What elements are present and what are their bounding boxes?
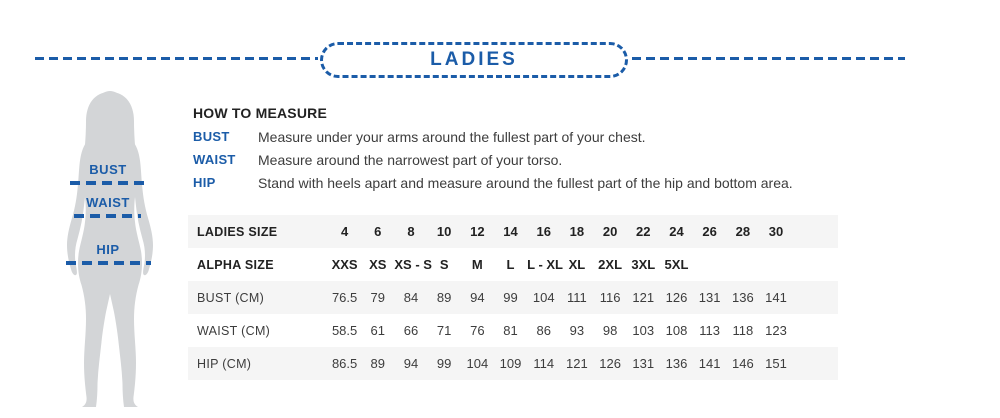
- table-cell: 151: [765, 356, 787, 371]
- table-cell: 79: [370, 290, 386, 305]
- measure-row-bust: [193, 130, 893, 144]
- table-cell: XXS: [331, 257, 358, 272]
- figure-waist-dashed-line: [74, 214, 141, 218]
- table-cell: 58.5: [331, 323, 358, 338]
- header-dashed-line-left: [35, 57, 318, 60]
- table-cell: 93: [569, 323, 585, 338]
- header-dashed-line-right: [632, 57, 905, 60]
- table-row-label: LADIES SIZE: [197, 224, 278, 239]
- table-row: [188, 347, 838, 380]
- table-cell: 6: [374, 224, 382, 239]
- table-cell: 136: [665, 356, 688, 371]
- table-cell: 141: [698, 356, 721, 371]
- table-cell: 118: [732, 323, 754, 338]
- table-cell: 123: [765, 323, 787, 338]
- table-cell: 76.5: [331, 290, 358, 305]
- measure-desc-bust: Measure under your arms around the fullest part of your chest.: [258, 129, 646, 145]
- how-to-measure-title: HOW TO MEASURE: [193, 105, 327, 121]
- figure-bust-dashed-line: [70, 181, 147, 185]
- table-cell: 2XL: [598, 257, 623, 272]
- table-cell: 24: [669, 224, 684, 239]
- table-row: [188, 281, 838, 314]
- table-row-label: WAIST (CM): [197, 323, 271, 338]
- size-table: [188, 215, 838, 380]
- figure-hip-label: HIP: [96, 242, 120, 257]
- table-cell: 108: [665, 323, 688, 338]
- table-cell: 94: [403, 356, 419, 371]
- table-cell: 8: [407, 224, 415, 239]
- measurement-figure: [46, 88, 180, 412]
- table-cell: 18: [569, 224, 585, 239]
- measure-term-bust: BUST: [193, 129, 230, 144]
- table-cell: 86.5: [331, 356, 358, 371]
- table-cell: 20: [602, 224, 618, 239]
- table-cell: 76: [470, 323, 485, 338]
- table-cell: 99: [436, 356, 452, 371]
- measure-term-waist: WAIST: [193, 152, 236, 167]
- table-cell: 126: [599, 356, 621, 371]
- table-row-label: BUST (CM): [197, 290, 265, 305]
- table-cell: 22: [636, 224, 651, 239]
- table-cell: 26: [702, 224, 717, 239]
- table-cell: 28: [735, 224, 751, 239]
- table-cell: XL: [568, 257, 586, 272]
- table-cell: 104: [466, 356, 489, 371]
- table-cell: 121: [632, 290, 655, 305]
- measure-desc-waist: Measure around the narrowest part of your torso.: [258, 152, 563, 168]
- table-cell: 12: [470, 224, 485, 239]
- table-cell: 104: [532, 290, 555, 305]
- measure-row-hip: [193, 176, 893, 190]
- table-cell: M: [471, 257, 483, 272]
- table-row: [188, 314, 838, 347]
- table-cell: 111: [567, 290, 587, 305]
- table-cell: 116: [599, 290, 621, 305]
- table-cell: 16: [536, 224, 551, 239]
- table-cell: 131: [698, 290, 721, 305]
- table-cell: 103: [632, 323, 655, 338]
- table-row: [188, 248, 838, 281]
- table-cell: 71: [436, 323, 452, 338]
- table-cell: 113: [699, 323, 721, 338]
- figure-hip-dashed-line: [66, 261, 151, 265]
- table-cell: 126: [665, 290, 688, 305]
- table-cell: 14: [503, 224, 518, 239]
- table-cell: 141: [765, 290, 787, 305]
- header-banner: [0, 0, 1000, 90]
- page-title: LADIES: [430, 49, 518, 70]
- table-cell: 94: [470, 290, 485, 305]
- table-cell: 4: [340, 224, 349, 239]
- table-cell: 66: [403, 323, 419, 338]
- table-cell: 3XL: [631, 257, 656, 272]
- table-row: [188, 215, 838, 248]
- table-cell: 136: [731, 290, 754, 305]
- table-cell: S: [439, 257, 449, 272]
- table-cell: 109: [499, 356, 522, 371]
- measure-row-waist: [193, 153, 893, 167]
- table-cell: 121: [566, 356, 588, 371]
- table-cell: L - XL: [527, 257, 563, 272]
- how-to-measure-section: [193, 105, 893, 190]
- table-cell: 30: [768, 224, 784, 239]
- table-row-label: ALPHA SIZE: [197, 257, 274, 272]
- table-cell: 86: [536, 323, 551, 338]
- table-cell: 10: [436, 224, 452, 239]
- table-cell: L: [506, 257, 515, 272]
- table-cell: 89: [436, 290, 452, 305]
- table-cell: 61: [370, 323, 386, 338]
- table-cell: 114: [533, 356, 555, 371]
- table-cell: 131: [632, 356, 655, 371]
- table-cell: 98: [602, 323, 618, 338]
- table-cell: 84: [403, 290, 419, 305]
- table-cell: 146: [731, 356, 754, 371]
- table-cell: 5XL: [664, 257, 689, 272]
- table-cell: 89: [370, 356, 386, 371]
- measure-term-hip: HIP: [193, 175, 216, 190]
- table-cell: 81: [503, 323, 518, 338]
- table-cell: XS: [369, 257, 387, 272]
- table-cell: XS - S: [394, 257, 432, 272]
- table-row-label: HIP (CM): [197, 356, 252, 371]
- figure-bust-label: BUST: [89, 162, 127, 177]
- figure-waist-label: WAIST: [86, 195, 130, 210]
- measure-desc-hip: Stand with heels apart and measure around the fullest part of the hip and bottom area.: [258, 175, 793, 191]
- table-cell: 99: [503, 290, 518, 305]
- header-title-pill: [320, 42, 628, 78]
